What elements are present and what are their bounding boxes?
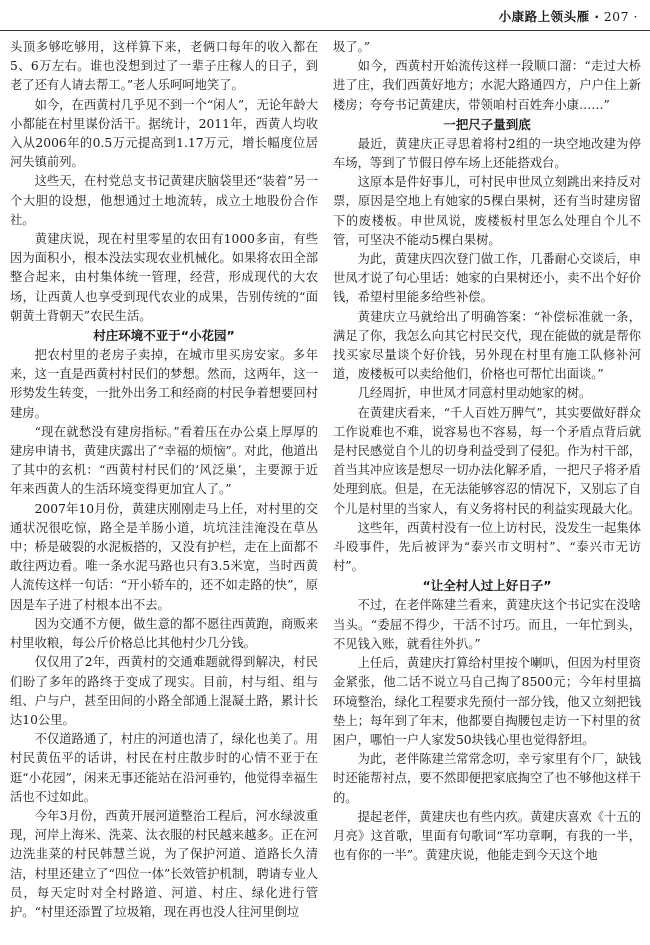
paragraph: 仅仅用了2年，西黄村的交通难题就得到解决，村民们盼了多年的路终于变成了现实。目前，村与组、组与组、户与户，甚至田间的小路全部通上混凝土路，累计长达10公里。 — [10, 655, 318, 727]
paragraph: 这原本是件好事儿，可村民申世凤立刻跳出来持反对票，原因是空地上有她家的5棵白果树，还有当时建房留下的废楼板。申世凤说，废楼板村里怎么处理自个儿不管，可坚决不能动5棵白果树。 — [333, 175, 641, 247]
paragraph: 提起老伴，黄建庆也有些内疚。黄建庆喜欢《十五的月亮》这首歌，里面有句歌词“军功章啊，有我的一半，也有你的一半”。黄建庆说，他能走到今天这个地 — [333, 809, 641, 863]
paragraph: 如今，西黄村开始流传这样一段顺口溜：“走过大桥进了庄，我们西黄好地方；水泥大路通四方，户户住上新楼房；夸夸书记黄建庆，带领咱村百姓奔小康……” — [333, 59, 641, 112]
left-column — [10, 38, 318, 938]
paragraph: 今年3月份，西黄开展河道整治工程后，河水绿波重现，河岸上海米、洗菜、汰衣服的村民越来越多。正在河边洗韭菜的村民韩慧兰说，为了保护河道、道路长久清洁，村里还建立了“四位一体”长效管护机制，聘请专业人员，每天定时对全村路道、河道、村庄、绿化进行管护。“村里还添置了垃圾箱，现在再也没人往河里倒垃 — [10, 808, 318, 919]
paragraph: 最近，黄建庆正寻思着将村2组的一块空地改建为停车场，等到了节假日停车场上还能搭戏台。 — [333, 136, 641, 171]
page-number: 207 · — [603, 9, 638, 24]
section-heading: 一把尺子量到底 — [443, 116, 531, 132]
paragraph: 2007年10月份，黄建庆刚刚走马上任，对村里的交通状况很吃惊，路全是羊肠小道，坑坑洼洼淹没在草丛中；桥是破裂的水泥板搭的，又没有护栏，走在上面都不敢往两边看。唯一条水泥马路也只有3.5米宽，当时西黄人流传这样一句话：“开小轿车的，还不如走路的快”，原因是车子进了村根本出不去。 — [10, 501, 318, 612]
paragraph: 因为交通不方便，做生意的都不愿往西黄跑，商贩来村里收粮，每公斤价格总比其他村少几分钱。 — [10, 616, 318, 651]
page-header — [0, 0, 650, 31]
paragraph: 这些天，在村党总支书记黄建庆脑袋里还“装着”另一个大胆的设想，他想通过土地流转，成立土地股份合作社。 — [10, 174, 318, 227]
paragraph: 在黄建庆看来，“千人百姓万脾气”，其实要做好群众工作说难也不难，说容易也不容易，每一个矛盾点背后就是村民感觉自个儿的切身利益受到了侵犯。作为村干部，首当其冲应该是想尽一切办法化解矛盾，一把尺子将矛盾处理到底。但是，在无法能够容忍的情况下，又别忘了自个儿是村里的当家人，有义务将村民的利益实现最大化。 — [333, 405, 641, 516]
paragraph: 圾了。” — [333, 40, 371, 54]
paragraph: 为此，黄建庆四次登门做工作，几番耐心交谈后，申世凤才说了句心里话：她家的白果树还小，卖不出个好价钱，希望村里能多给些补偿。 — [333, 252, 641, 305]
paragraph: 几经周折，申世凤才同意村里动她家的树。 — [357, 386, 592, 401]
paragraph: 黄建庆立马就给出了明确答案：“补偿标准就一条，满足了你，我怎么向其它村民交代，现在能做的就是帮你找买家尽量谈个好价钱，另外现在村里有施工队修补河道，废楼板可以卖给他们，价格也可帮忙出面谈。” — [333, 309, 641, 382]
paragraph: 头顶多够吃够用，这样算下来，老俩口每年的收入都在5、6万左右。谁也没想到过了一辈子庄稼人的日子，到老了还有人请去帮工。”老人乐呵呵地笑了。 — [10, 40, 318, 93]
section-heading: “让全村人过上好日子” — [422, 578, 552, 594]
paragraph: 不仅道路通了，村庄的河道也清了，绿化也美了。用村民黄伍平的话讲，村民在村庄散步时的心情不亚于在逛“小花园”，闲来无事还能站在沿河垂钓，他觉得幸福生活也不过如此。 — [10, 732, 318, 804]
paragraph: 这些年，西黄村没有一位上访村民，没发生一起集体斗殴事件，先后被评为“泰兴市文明村”、“泰兴市无访村”。 — [333, 520, 641, 574]
running-title-text: 小康路上领头雁 · — [498, 9, 600, 24]
paragraph: 不过，在老伴陈建兰看来，黄建庆这个书记实在没啥当头。“委屈不得少，干活不讨巧。而且，一年忙到头，不见钱入账，就看往外扒。” — [333, 598, 641, 651]
paragraph: 上任后，黄建庆打算给村里按个喇叭，但因为村里资金紧张，他二话不说立马自己掏了8500元；今年村里搞环境整治，绿化工程要求先预付一部分钱，他又立刻把钱垫上；每年到了年末，他都要自掏腰包走访一下村里的贫困户，哪怕一户人家发50块钱心里也觉得舒坦。 — [333, 656, 641, 747]
right-column — [333, 38, 641, 938]
running-title — [499, 7, 638, 25]
paragraph: 如今，在西黄村几乎见不到一个“闲人”，无论年龄大小都能在村里谋份活干。据统计，2011年，西黄人均收入从2006年的0.5万元提高到1.17万元，增长幅度位居河失镇前列。 — [10, 97, 318, 170]
paragraph: “现在就愁没有建房指标。”看着压在办公桌上厚厚的建房申请书，黄建庆露出了“幸福的烦恼”。对此，他道出了其中的玄机：“西黄村村民们的‘风泛巢’，主要源于近年来西黄人的生活环境变得更加宜人了。” — [10, 424, 318, 497]
paragraph: 黄建庆说，现在村里零星的农田有1000多亩，有些因为面积小，根本没法实现农业机械化。如果将农田全部整合起来，由村集体统一管理，经营，形成现代的大农场，让西黄人也享受到现代农业的成果，告别传统的“面朝黄土背朝天”农民生活。 — [10, 232, 318, 323]
paragraph: 把农村里的老房子卖掉，在城市里买房安家。多年来，这一直是西黄村村民们的梦想。然而，这两年，这一形势发生转变，一批外出务工和经商的村民争着想要回村建房。 — [10, 348, 318, 420]
section-heading: 村庄环境不亚于“小花园” — [93, 328, 235, 344]
paragraph: 为此，老伴陈建兰常常念叨，幸亏家里有个厂，缺钱时还能帮衬点，要不然即便把家底掏空了也不够他这样干的。 — [333, 752, 641, 805]
